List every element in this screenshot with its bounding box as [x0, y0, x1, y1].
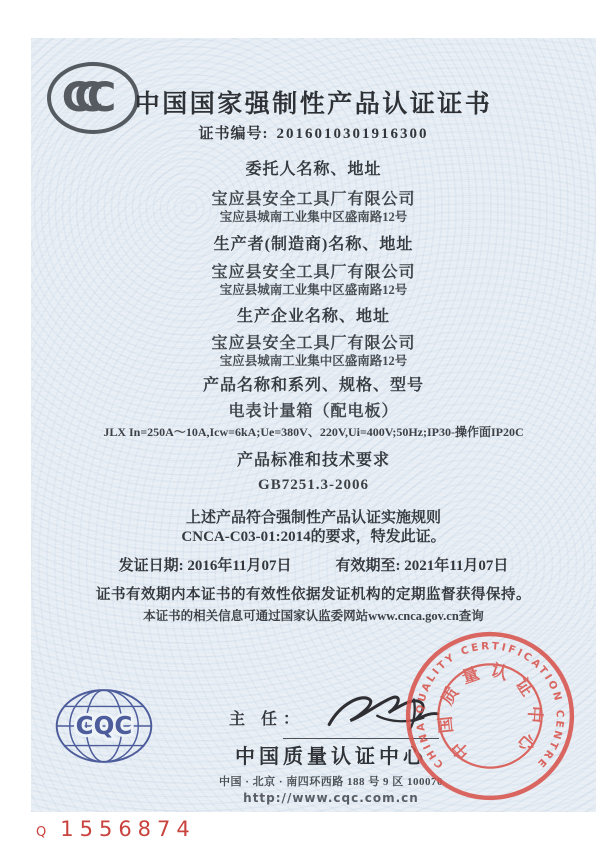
org-address: 中国 · 北京 · 南四环西路 188 号 9 区 100070	[218, 776, 444, 788]
standard-value: GB7251.3-2006	[258, 477, 369, 493]
certificate-number-label: 证书编号:	[198, 126, 269, 142]
certificate-number-line	[31, 122, 596, 143]
factory-name: 宝应县安全工具厂有限公司	[211, 335, 416, 352]
seal-inner-text: 中国质量认证中心	[434, 660, 545, 763]
applicant-heading: 委托人名称、地址	[245, 161, 382, 178]
expiry-date-pair	[336, 554, 509, 575]
info-note: 本证书的相关信息可通过国家认监委网站www.cnca.gov.cn查询	[143, 609, 484, 623]
cqc-globe-icon	[51, 684, 157, 768]
serial-prefix: Q	[36, 825, 47, 840]
manufacturer-name: 宝应县安全工具厂有限公司	[211, 264, 416, 281]
dates-line	[31, 554, 596, 575]
applicant-name: 宝应县安全工具厂有限公司	[211, 191, 416, 208]
red-seal-stamp-icon	[395, 621, 585, 811]
org-name: 中国质量认证中心	[235, 746, 427, 768]
factory-address: 宝应县城南工业集中区盛南路12号	[219, 354, 408, 368]
serial-number-line	[36, 817, 196, 841]
certificate-number-value: 2016010301916300	[276, 126, 429, 142]
product-spec: JLX In=250A～10A,Icw=6kA;Ue=380V、220V,Ui=400V;50Hz;IP30-操作面IP20C	[103, 425, 524, 439]
product-heading: 产品名称和系列、规格、型号	[202, 377, 424, 394]
manufacturer-heading: 生产者(制造商)名称、地址	[213, 236, 414, 253]
director-row	[229, 706, 305, 735]
product-name: 电表计量箱（配电板）	[228, 403, 399, 420]
applicant-address: 宝应县城南工业集中区盛南路12号	[219, 210, 408, 224]
manufacturer-address: 宝应县城南工业集中区盛南路12号	[219, 283, 408, 297]
seal-outer-text: CHINA QUALITY CERTIFICATION CENTRE	[415, 641, 565, 771]
svg-text:中国质量认证中心	[431, 656, 549, 770]
factory-heading: 生产企业名称、地址	[236, 308, 390, 325]
statement-line1: 上述产品符合强制性产品认证实施规则	[185, 510, 441, 526]
director-label: 主 任：	[229, 711, 306, 728]
certificate-title: 中国国家强制性产品认证证书	[134, 91, 493, 118]
serial-number: 1556874	[60, 817, 196, 841]
statement-line2: CNCA-C03-01:2014的要求，特发此证。	[181, 529, 446, 545]
cqc-logo-text: CQC	[75, 711, 133, 741]
org-url: http://www.cqc.com.cn	[243, 791, 419, 805]
standard-heading: 产品标准和技术要求	[236, 452, 390, 469]
validity-note: 证书有效期内本证书的有效性依据发证机构的定期监督获得保持。	[96, 587, 531, 603]
expiry-date-label: 有效期至:	[335, 558, 401, 574]
issue-date-pair	[119, 554, 292, 575]
ccc-mark-text: CCC	[61, 75, 100, 121]
issue-date-label: 发证日期:	[118, 558, 184, 574]
certificate-paper	[31, 38, 596, 812]
expiry-date-value: 2021年11月07日	[404, 558, 509, 574]
issue-date-value: 2016年11月07日	[187, 558, 292, 574]
